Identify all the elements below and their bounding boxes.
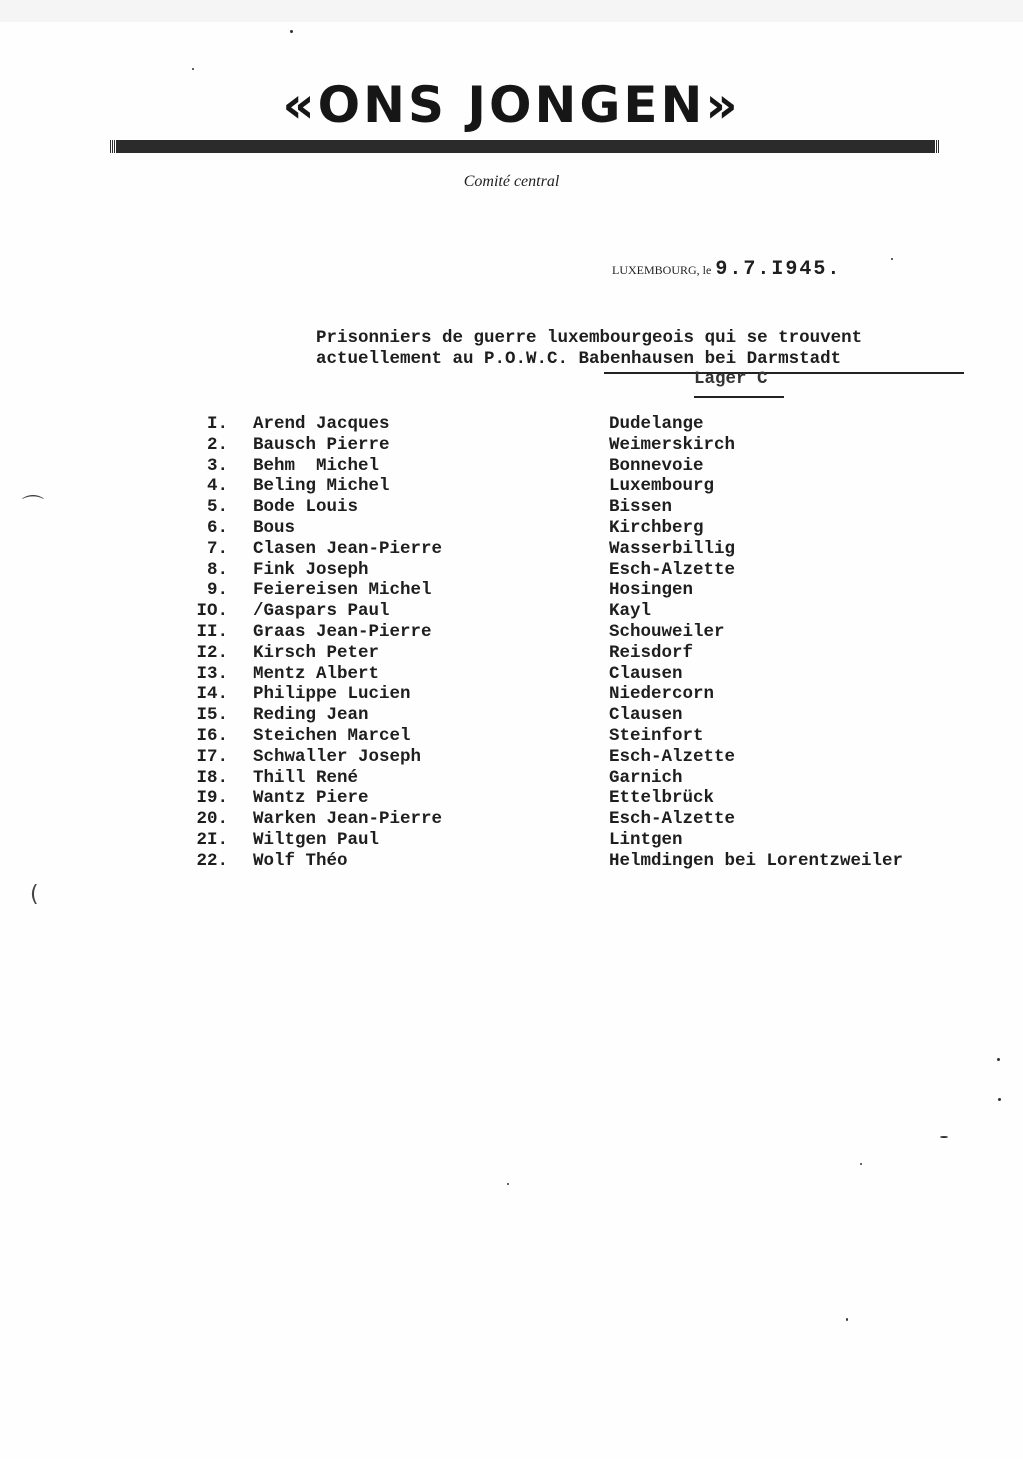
margin-scribble: ( xyxy=(30,882,39,907)
prisoner-name: Bous xyxy=(253,517,296,538)
prisoner-hometown: Reisdorf xyxy=(609,642,694,663)
prisoner-name: Arend Jacques xyxy=(253,414,390,434)
prisoner-name: Reding Jean xyxy=(253,705,369,726)
scan-speck xyxy=(290,30,293,33)
prisoner-hometown: Weimerskirch xyxy=(609,434,736,455)
prisoner-row xyxy=(0,705,1023,726)
scan-speck xyxy=(507,1183,509,1185)
date-label: LUXEMBOURG, le xyxy=(612,263,712,277)
prisoner-number: 22. xyxy=(196,850,228,871)
prisoner-number: 8. xyxy=(206,559,228,580)
heading-underline xyxy=(604,372,964,374)
prisoner-name: Fink Joseph xyxy=(253,559,369,580)
prisoner-row xyxy=(0,768,1023,789)
prisoner-name: Schwaller Joseph xyxy=(253,746,422,767)
scan-speck xyxy=(860,1163,862,1165)
prisoner-name: Kirsch Peter xyxy=(253,642,380,663)
prisoner-name: Wantz Piere xyxy=(253,788,369,809)
prisoner-name: Thill René xyxy=(253,767,359,788)
prisoner-hometown: Esch-Alzette xyxy=(609,559,736,580)
prisoner-row xyxy=(0,726,1023,747)
prisoner-number: 9. xyxy=(206,580,228,601)
prisoner-name: Beling Michel xyxy=(253,476,390,497)
prisoner-hometown: Clausen xyxy=(609,663,683,684)
prisoner-row xyxy=(0,851,1023,872)
prisoner-number: 6. xyxy=(206,517,228,538)
prisoner-name: Graas Jean-Pierre xyxy=(253,621,432,642)
prisoner-number: II. xyxy=(196,621,228,642)
prisoner-name: Wiltgen Paul xyxy=(253,829,380,850)
prisoner-hometown: Dudelange xyxy=(609,414,704,434)
prisoner-hometown: Esch-Alzette xyxy=(609,746,736,767)
prisoner-row xyxy=(0,435,1023,456)
prisoner-row xyxy=(0,476,1023,497)
prisoner-number: I3. xyxy=(196,663,228,684)
prisoner-hometown: Steinfort xyxy=(609,725,704,746)
prisoner-number: 2. xyxy=(206,434,228,455)
prisoner-hometown: Luxembourg xyxy=(609,476,715,497)
masthead-title: «ONS JONGEN» xyxy=(282,76,741,134)
prisoner-number: 5. xyxy=(206,497,228,518)
scan-speck xyxy=(846,1318,848,1321)
prisoner-name: /Gaspars Paul xyxy=(253,601,390,622)
prisoner-number: 20. xyxy=(196,809,228,830)
prisoner-name: Feiereisen Michel xyxy=(253,580,432,601)
prisoner-hometown: Helmdingen bei Lorentzweiler xyxy=(609,850,904,871)
prisoner-number: 2I. xyxy=(196,829,228,850)
heading-line-3: Lager C xyxy=(694,369,768,389)
prisoner-number: I9. xyxy=(196,788,228,809)
prisoner-hometown: Niedercorn xyxy=(609,684,715,705)
scan-edge xyxy=(0,0,1023,22)
prisoner-row xyxy=(0,539,1023,560)
prisoner-name: Clasen Jean-Pierre xyxy=(253,538,443,559)
prisoner-number: 7. xyxy=(206,538,228,559)
scan-speck xyxy=(940,1136,948,1138)
committee-subtitle: Comité central xyxy=(463,173,560,190)
prisoner-hometown: Wasserbillig xyxy=(609,538,736,559)
masthead-rule xyxy=(110,140,940,153)
prisoner-row xyxy=(0,684,1023,705)
prisoner-name: Bode Louis xyxy=(253,497,359,518)
prisoner-name: Wolf Théo xyxy=(253,850,348,871)
prisoner-number: IO. xyxy=(196,601,228,622)
prisoner-number: 3. xyxy=(206,455,228,476)
prisoner-hometown: Garnich xyxy=(609,767,683,788)
prisoner-row xyxy=(0,414,1023,435)
prisoner-list xyxy=(0,414,1023,872)
scan-speck xyxy=(891,258,893,260)
prisoner-number: I6. xyxy=(196,725,228,746)
prisoner-row xyxy=(0,456,1023,477)
prisoner-row xyxy=(0,747,1023,768)
document-heading xyxy=(316,328,862,370)
prisoner-name: Steichen Marcel xyxy=(253,725,411,746)
scan-speck xyxy=(192,68,194,70)
prisoner-name: Mentz Albert xyxy=(253,663,380,684)
prisoner-hometown: Bonnevoie xyxy=(609,455,704,476)
heading-underline-short xyxy=(694,396,784,398)
date-line xyxy=(612,258,841,281)
prisoner-hometown: Bissen xyxy=(609,497,673,518)
prisoner-name: Warken Jean-Pierre xyxy=(253,809,443,830)
prisoner-row xyxy=(0,643,1023,664)
prisoner-number: I8. xyxy=(196,767,228,788)
prisoner-number: 4. xyxy=(206,476,228,497)
prisoner-row xyxy=(0,518,1023,539)
prisoner-name: Behm Michel xyxy=(253,455,380,476)
prisoner-number: I. xyxy=(206,414,228,434)
heading-line-1: Prisonniers de guerre luxembourgeois qui se trouvent xyxy=(316,328,863,348)
prisoner-number: I2. xyxy=(196,642,228,663)
prisoner-number: I5. xyxy=(196,705,228,726)
prisoner-row xyxy=(0,601,1023,622)
prisoner-row xyxy=(0,622,1023,643)
prisoner-hometown: Hosingen xyxy=(609,580,694,601)
scan-speck xyxy=(997,1058,1000,1061)
prisoner-hometown: Kayl xyxy=(609,601,652,622)
prisoner-row xyxy=(0,497,1023,518)
prisoner-row xyxy=(0,560,1023,581)
scan-speck xyxy=(998,1098,1001,1101)
prisoner-row xyxy=(0,580,1023,601)
prisoner-hometown: Lintgen xyxy=(609,829,683,850)
date-value: 9.7.I945. xyxy=(715,258,842,281)
prisoner-row xyxy=(0,809,1023,830)
prisoner-row xyxy=(0,788,1023,809)
prisoner-hometown: Kirchberg xyxy=(609,517,704,538)
prisoner-row xyxy=(0,664,1023,685)
margin-scribble: ⌒ xyxy=(22,495,45,520)
prisoner-row xyxy=(0,830,1023,851)
prisoner-hometown: Schouweiler xyxy=(609,621,725,642)
prisoner-hometown: Esch-Alzette xyxy=(609,809,736,830)
heading-line-2: actuellement au P.O.W.C. Babenhausen bei Darmstadt xyxy=(316,349,842,369)
prisoner-hometown: Ettelbrück xyxy=(609,788,715,809)
prisoner-hometown: Clausen xyxy=(609,705,683,726)
prisoner-number: I7. xyxy=(196,746,228,767)
prisoner-number: I4. xyxy=(196,684,228,705)
prisoner-name: Bausch Pierre xyxy=(253,434,390,455)
prisoner-name: Philippe Lucien xyxy=(253,684,411,705)
